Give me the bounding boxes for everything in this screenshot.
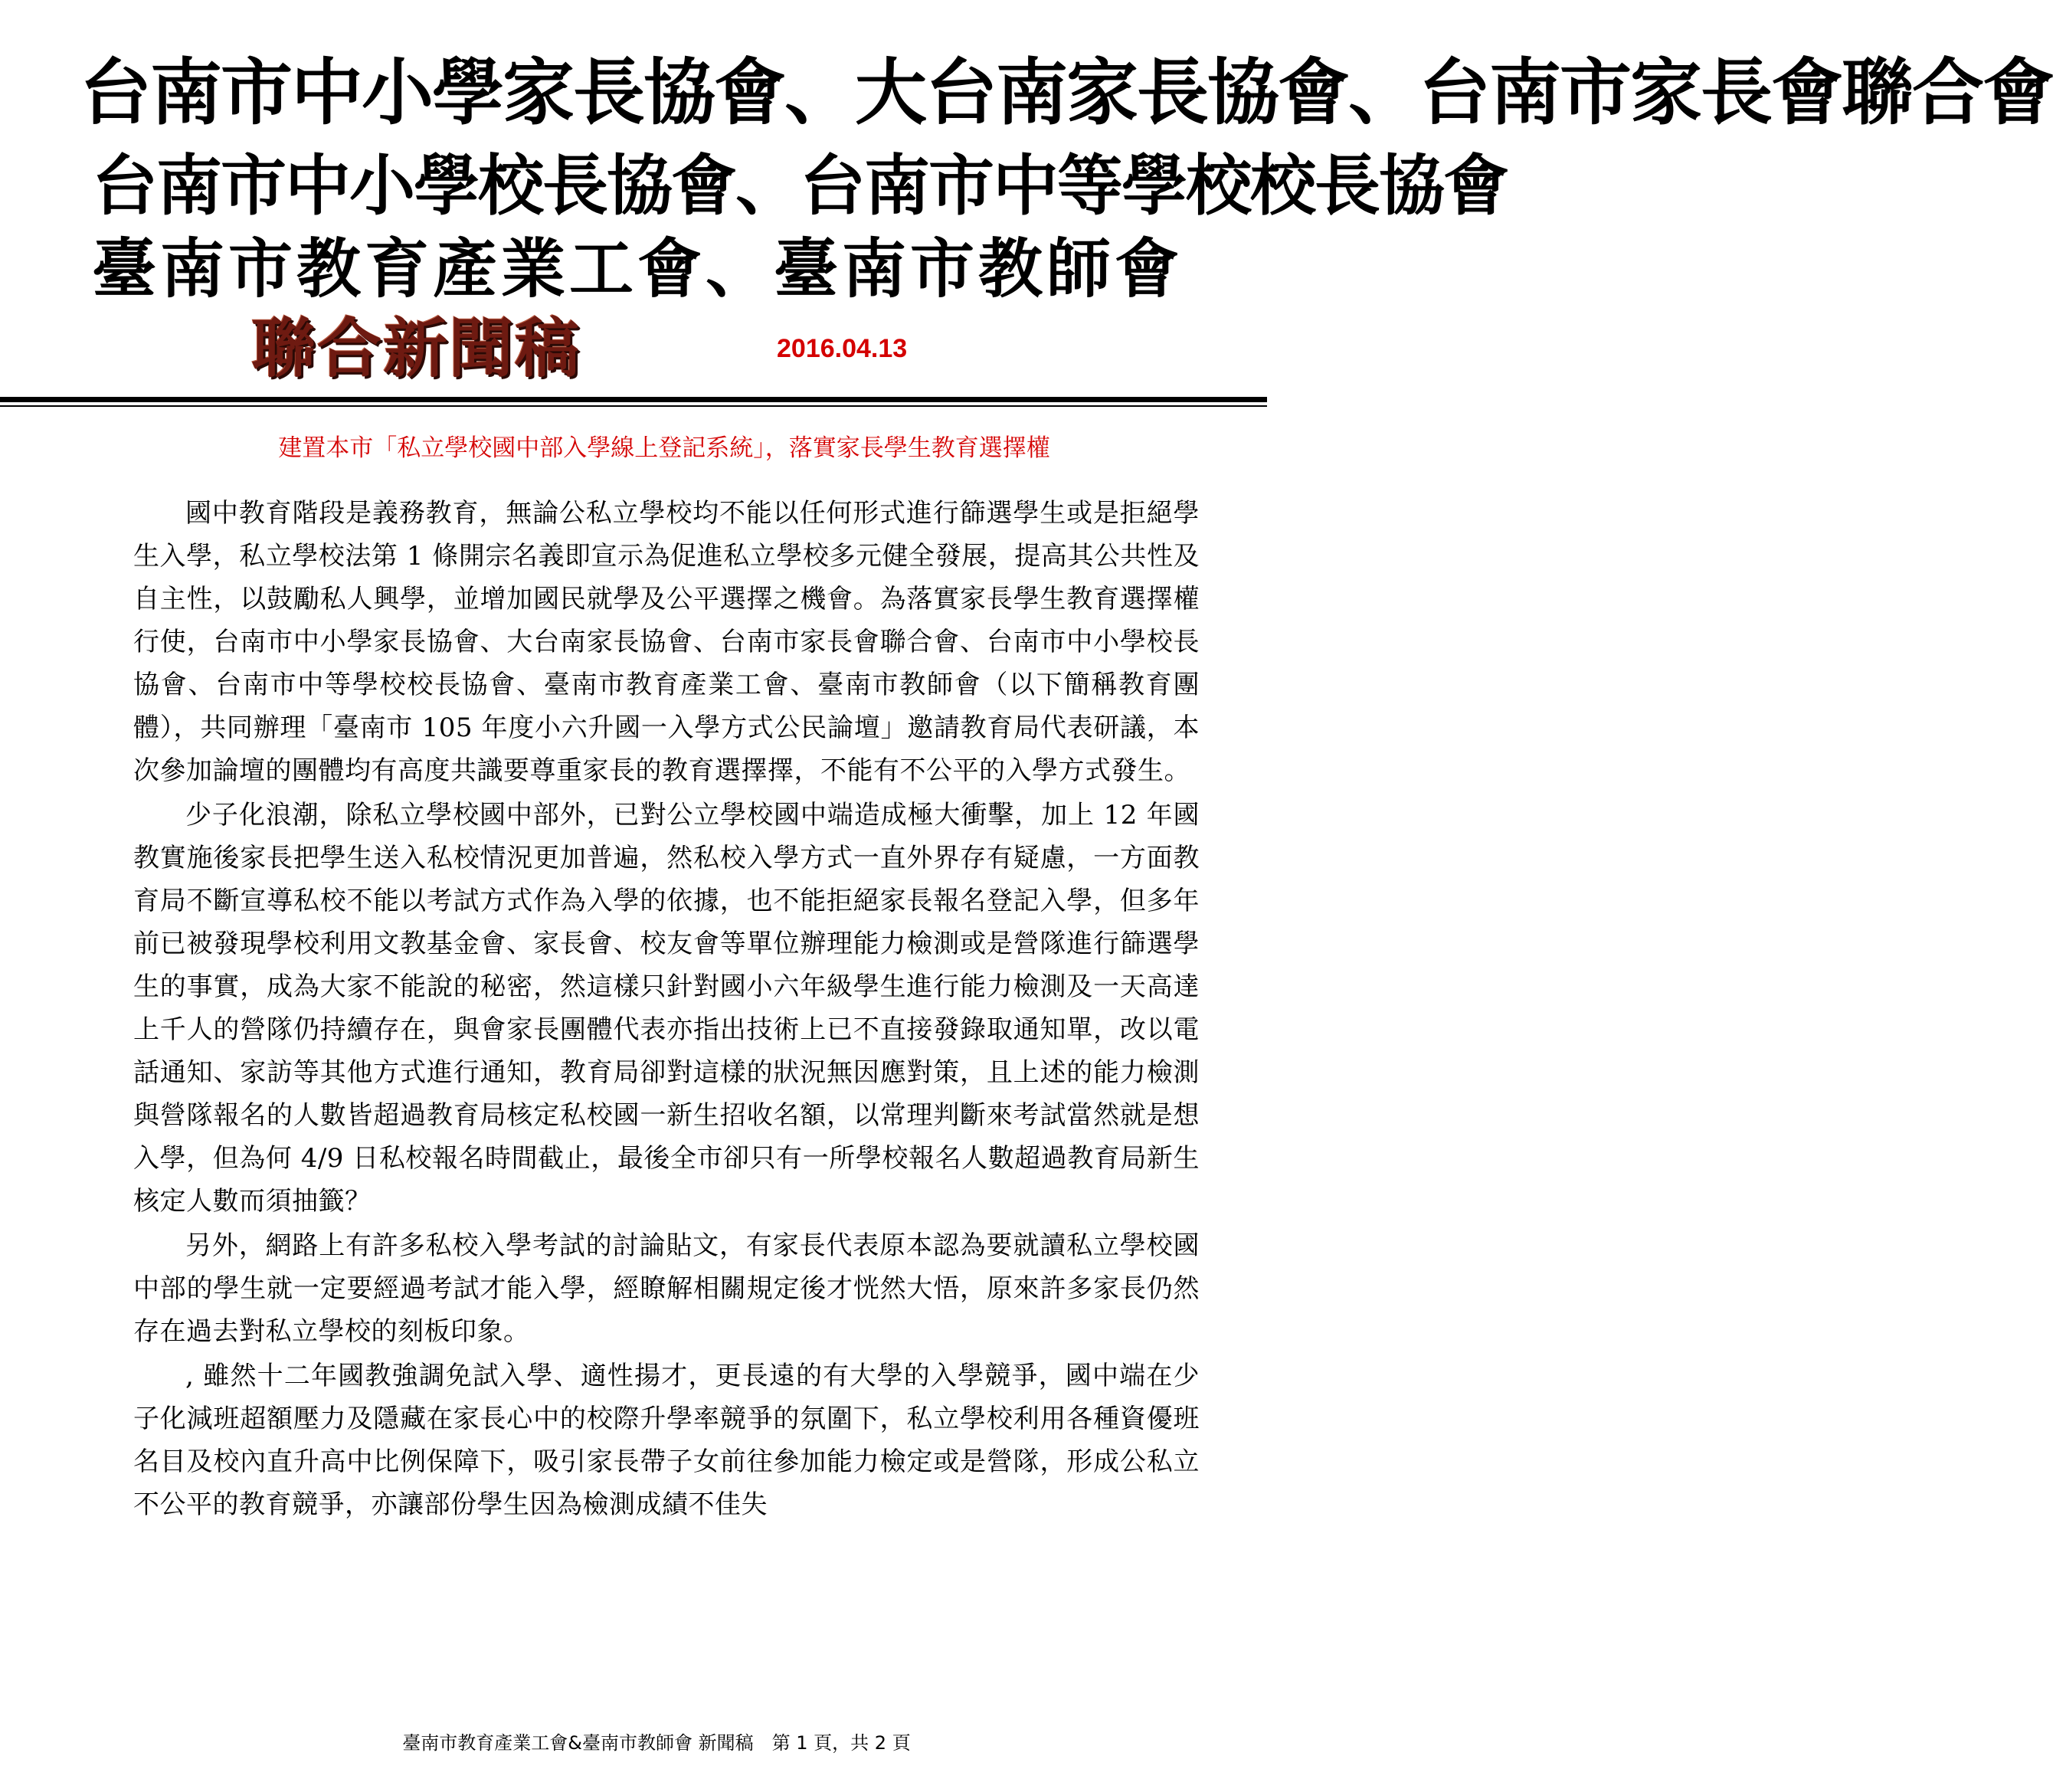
header-divider-thick <box>0 397 1267 402</box>
header-line-3: 臺南市教育產業工會、臺南市教師會 <box>92 231 1184 306</box>
article-subtitle: 建置本市「私立學校國中部入學線上登記系統」，落實家長學生教育選擇權 <box>278 434 1050 462</box>
header-line-1: 台南市中小學家長協會、大台南家長協會、台南市家長會聯合會 <box>80 51 2053 135</box>
joint-press-release-label: 聯合新聞稿 <box>251 311 581 386</box>
release-date: 2016.04.13 <box>777 334 908 363</box>
paragraph-2: 少子化浪潮，除私立學校國中部外，已對公立學校國中端造成極大衝擊，加上 12 年國教實施後家長把學生送入私校情況更加普遍，然私校入學方式一直外界存有疑慮，一方面教育局不斷宣導私校不能以考試方式作為入學的依據，也不能拒絕家長報名登記入學，但多年前已被發現學校利用文教基金會、家長會、校友會等單位辦理能力檢測或是營隊進行篩選學生的事實，成為大家不能說的秘密，然這樣只針對國小六年級學生進行能力檢測及一天高達上千人的營隊仍持續存在，與會家長團體代表亦指出技術上已不直接發錄取通知單，改以電話通知、家訪等其他方式進行通知，教育局卻對這樣的狀況無因應對策，且上述的能力檢測與營隊報名的人數皆超過教育局核定私校國一新生招收名額，以常理判斷來考試當然就是想入學，但為何 4/9 日私校報名時間截止，最後全市卻只有一所學校報名人數超過教育局新生核定人數而須抽籤？ <box>133 800 1200 1217</box>
article-body <box>133 492 1200 1528</box>
paragraph-1: 國中教育階段是義務教育，無論公私立學校均不能以任何形式進行篩選學生或是拒絕學生入學，私立學校法第 1 條開宗名義即宣示為促進私立學校多元健全發展，提高其公共性及自主性，以鼓勵私人興學，並增加國民就學及公平選擇之機會。為落實家長學生教育選擇權行使，台南市中小學家長協會、大台南家長協會、台南市家長會聯合會、台南市中小學校長協會、台南市中等學校校長協會、臺南市教育產業工會、臺南市教師會（以下簡稱教育團體），共同辦理「臺南市 105 年度小六升國一入學方式公民論壇」邀請教育局代表研議，本次參加論壇的團體均有高度共識要尊重家長的教育選擇擇，不能有不公平的入學方式發生。 <box>133 498 1200 786</box>
header-line-2: 台南市中小學校長協會、台南市中等學校校長協會 <box>92 148 1508 224</box>
paragraph-3: 另外，網路上有許多私校入學考試的討論貼文，有家長代表原本認為要就讀私立學校國中部的學生就一定要經過考試才能入學，經瞭解相關規定後才恍然大悟，原來許多家長仍然存在過去對私立學校的刻板印象。 <box>133 1230 1200 1347</box>
paragraph-4: , 雖然十二年國教強調免試入學、適性揚才，更長遠的有大學的入學競爭，國中端在少子化減班超額壓力及隱藏在家長心中的校際升學率競爭的氛圍下，私立學校利用各種資優班名目及校內直升高中比例保障下，吸引家長帶子女前往參加能力檢定或是營隊，形成公私立不公平的教育競爭，亦讓部份學生因為檢測成績不佳失 <box>133 1361 1200 1520</box>
page-footer: 臺南市教育產業工會&臺南市教師會 新聞稿 第 1 頁，共 2 頁 <box>402 1732 911 1754</box>
header-divider-thin <box>0 405 1267 407</box>
press-release-label-row <box>0 306 1267 391</box>
